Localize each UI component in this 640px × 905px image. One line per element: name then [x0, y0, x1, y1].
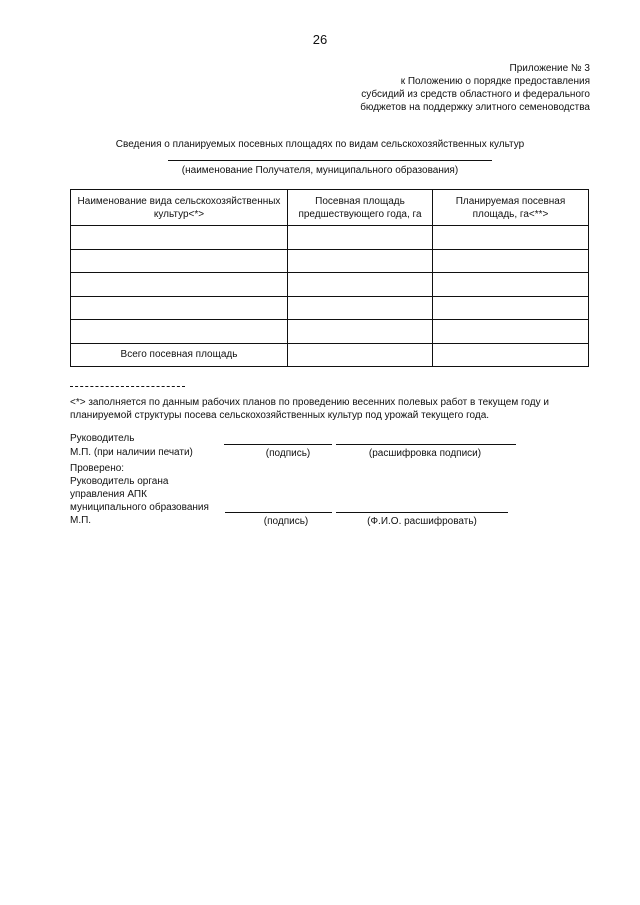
cell-previous-year-area[interactable]	[288, 249, 433, 273]
footnote-separator	[70, 386, 185, 387]
agency-head-line: Руководитель органа	[70, 476, 169, 487]
cell-crop-type[interactable]	[71, 296, 288, 320]
name-caption: (Ф.И.О. расшифровать)	[367, 516, 477, 527]
decoding-caption: (расшифровка подписи)	[368, 448, 482, 459]
cell-total-previous-year-area[interactable]	[288, 343, 433, 367]
table-row	[71, 296, 589, 320]
recipient-blank-line	[168, 160, 492, 161]
decoding-line[interactable]	[336, 444, 516, 445]
appendix-line: субсидий из средств областного и федерального	[361, 89, 590, 100]
footnote: <*> заполняется по данным рабочих планов по проведению весенних полевых работ в текущем году и планируемой структуры посева сельскохозяйственных культур под урожай текущего года.	[70, 397, 549, 421]
table-row	[71, 320, 589, 344]
appendix-line: к Положению о порядке предоставления	[400, 76, 590, 87]
signature-line[interactable]	[225, 512, 332, 513]
agency-head-line: управления АПК	[70, 489, 147, 500]
document-title: Сведения о планируемых посевных площадях по видам сельскохозяйственных культур	[115, 139, 525, 150]
agency-head-line: муниципального образования	[70, 502, 209, 513]
table-row	[71, 273, 589, 297]
stamp-optional-label: М.П. (при наличии печати)	[70, 447, 193, 458]
cell-crop-type[interactable]	[71, 249, 288, 273]
cell-previous-year-area[interactable]	[288, 296, 433, 320]
cell-previous-year-area[interactable]	[288, 226, 433, 250]
appendix-line: Приложение № 3	[509, 63, 590, 74]
cell-previous-year-area[interactable]	[288, 273, 433, 297]
cell-crop-type[interactable]	[71, 226, 288, 250]
cell-crop-type[interactable]	[71, 273, 288, 297]
sowing-area-table	[70, 189, 589, 367]
recipient-caption: (наименование Получателя, муниципального образования)	[181, 165, 459, 176]
table-total-row	[71, 343, 589, 367]
signature-caption: (подпись)	[263, 516, 309, 527]
cell-total-label: Всего посевная площадь	[71, 343, 288, 367]
table-row	[71, 226, 589, 250]
signature-line[interactable]	[224, 444, 332, 445]
cell-planned-area[interactable]	[433, 226, 589, 250]
cell-total-planned-area[interactable]	[433, 343, 589, 367]
cell-planned-area[interactable]	[433, 273, 589, 297]
cell-planned-area[interactable]	[433, 320, 589, 344]
cell-planned-area[interactable]	[433, 296, 589, 320]
stamp-label: М.П.	[70, 515, 92, 526]
header-crop-type: Наименование вида сельскохозяйственных культур<*>	[71, 190, 288, 226]
header-planned-area: Планируемая посевная площадь, га<**>	[433, 190, 589, 226]
name-line[interactable]	[336, 512, 508, 513]
checked-label: Проверено:	[70, 463, 125, 474]
appendix-line: бюджетов на поддержку элитного семеноводства	[360, 102, 590, 113]
cell-planned-area[interactable]	[433, 249, 589, 273]
cell-previous-year-area[interactable]	[288, 320, 433, 344]
page-number: 26	[312, 32, 328, 47]
appendix-reference	[360, 62, 590, 114]
header-previous-year-area: Посевная площадь предшествующего года, га	[288, 190, 433, 226]
cell-crop-type[interactable]	[71, 320, 288, 344]
signature-caption: (подпись)	[265, 448, 311, 459]
table-row	[71, 249, 589, 273]
table-header-row	[71, 190, 589, 226]
head-label: Руководитель	[70, 433, 135, 444]
